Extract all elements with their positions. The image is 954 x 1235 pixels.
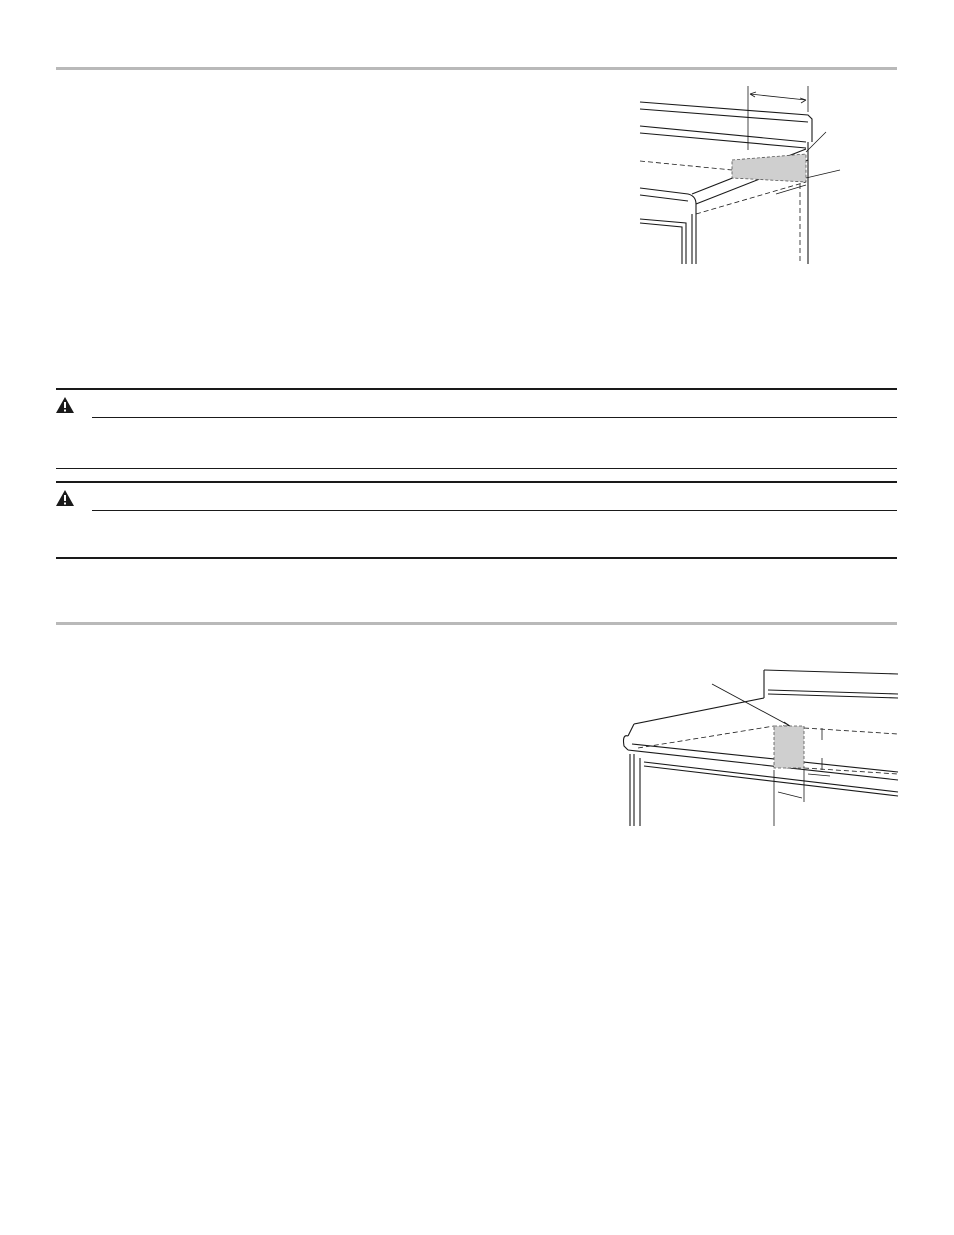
warning-triangle-icon	[56, 397, 74, 413]
warning-header-rule	[92, 510, 897, 511]
section-divider-top	[56, 67, 897, 70]
warning-header-rule	[92, 417, 897, 418]
warning-top-rule	[56, 388, 897, 390]
warning-bottom-rule	[56, 468, 897, 469]
section-divider-bottom	[56, 622, 897, 625]
countertop-cabinet-diagram	[612, 666, 902, 826]
warning-top-rule	[56, 481, 897, 483]
warning-bottom-rule	[56, 557, 897, 559]
warning-triangle-icon	[56, 490, 74, 506]
countertop-backsplash-diagram	[630, 82, 846, 264]
